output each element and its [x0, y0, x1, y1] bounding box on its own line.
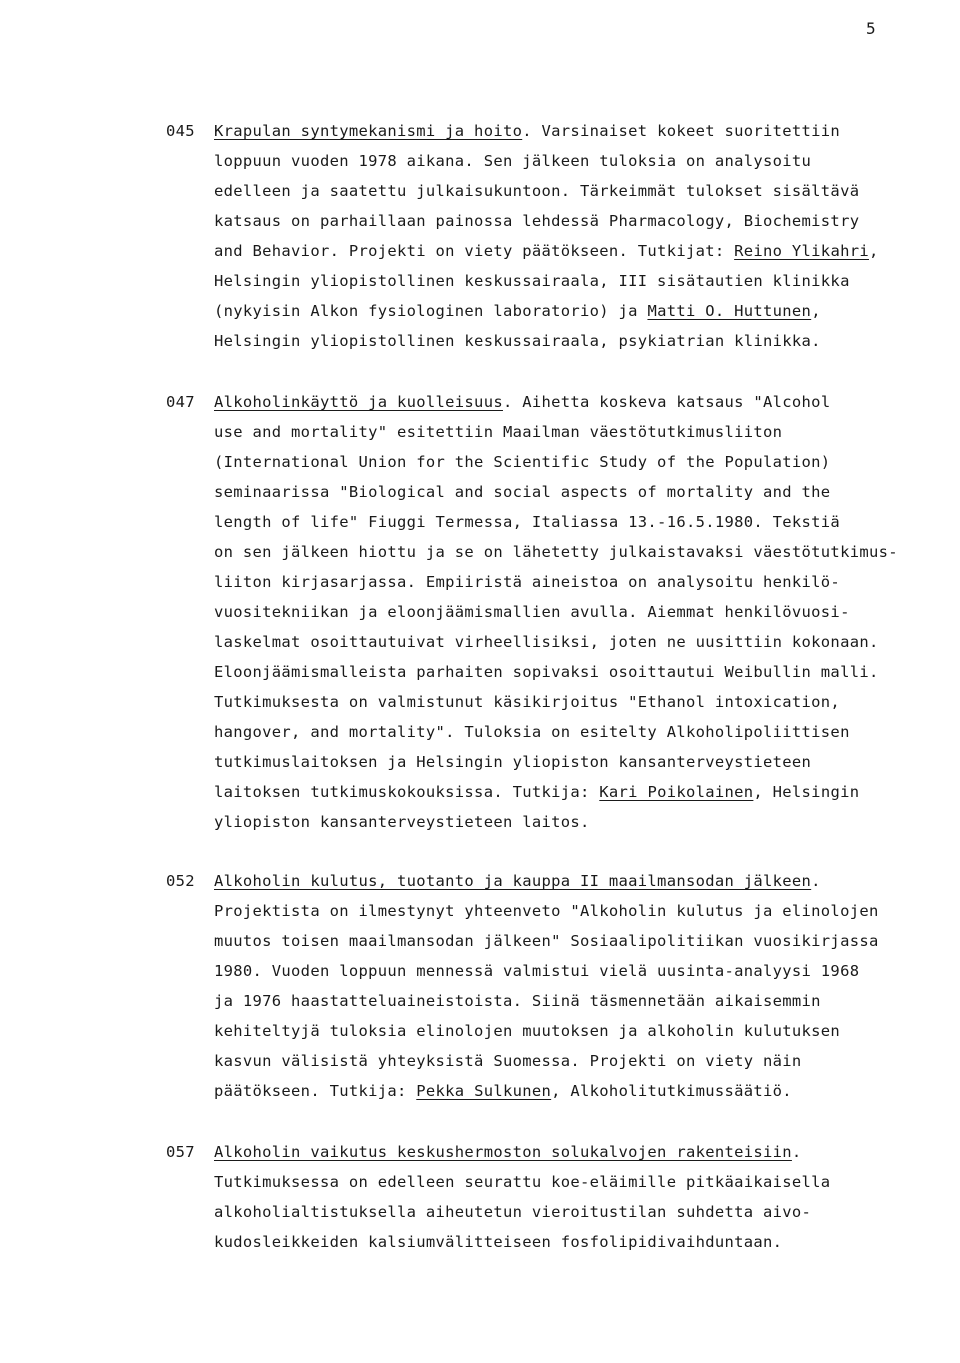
text-line — [214, 866, 934, 896]
text-run: edelleen ja saatettu julkaisukuntoon. Tärkeimmät tulokset sisältävä — [214, 182, 860, 200]
text-run: length of life" Fiuggi Termessa, Italiassa 13.-16.5.1980. Tekstiä — [214, 513, 841, 531]
text-line — [214, 896, 934, 926]
text-line — [214, 507, 934, 537]
text-line — [214, 387, 934, 417]
text-run: on sen jälkeen hiottu ja se on lähetetty julkaistavaksi väestötutkimus- — [214, 543, 898, 561]
underlined-text: Reino Ylikahri — [734, 242, 869, 260]
text-run: Helsingin yliopistollinen keskussairaala, III sisätautien klinikka — [214, 272, 850, 290]
entry-body — [214, 116, 934, 356]
text-line — [214, 477, 934, 507]
text-line — [214, 417, 934, 447]
underlined-text: Alkoholinkäyttö ja kuolleisuus — [214, 393, 503, 411]
text-run: Tutkimuksesta on valmistunut käsikirjoitus "Ethanol intoxication, — [214, 693, 841, 711]
underlined-text: Kari Poikolainen — [599, 783, 754, 801]
entry-body — [214, 866, 934, 1106]
text-run: . — [791, 1143, 802, 1161]
text-run: alkoholialtistuksella aiheutetun vieroitustilan suhdetta aivo- — [214, 1203, 812, 1221]
text-line — [214, 266, 934, 296]
page-number: 5 — [866, 19, 876, 38]
text-line — [214, 687, 934, 717]
text-run: liiton kirjasarjassa. Empiiristä aineistoa on analysoitu henkilö- — [214, 573, 841, 591]
underlined-text: Pekka Sulkunen — [416, 1082, 552, 1100]
text-run: Tutkimuksessa on edelleen seurattu koe-eläimille pitkäaikaisella — [214, 1173, 831, 1191]
text-run: . Aihetta koskeva katsaus "Alcohol — [502, 393, 831, 411]
text-line — [214, 597, 934, 627]
text-run: (nykyisin Alkon fysiologinen laboratorio) ja — [214, 302, 648, 320]
text-line — [214, 1046, 934, 1076]
text-line — [214, 1076, 934, 1106]
text-run: seminaarissa "Biological and social aspects of mortality and the — [214, 483, 831, 501]
text-run: katsaus on parhaillaan painossa lehdessä Pharmacology, Biochemistry — [214, 212, 860, 230]
text-run: Eloonjäämismalleista parhaiten sopivaksi osoittautui Weibullin malli. — [214, 663, 879, 681]
text-run: Projektista on ilmestynyt yhteenveto "Alkoholin kulutus ja elinolojen — [214, 902, 879, 920]
text-line — [214, 1197, 934, 1227]
text-line — [214, 236, 934, 266]
text-line — [214, 1227, 934, 1257]
entry-code: 047 — [166, 393, 195, 411]
text-run: päätökseen. Tutkija: — [214, 1082, 417, 1100]
text-run: Helsingin yliopistollinen keskussairaala, psykiatrian klinikka. — [214, 332, 821, 350]
text-run: , Helsingin — [753, 783, 860, 801]
underlined-text: Alkoholin kulutus, tuotanto ja kauppa II maailmansodan jälkeen — [214, 872, 812, 890]
entry-body — [214, 1137, 934, 1257]
text-run: yliopiston kansanterveystieteen laitos. — [214, 813, 590, 831]
text-run: (International Union for the Scientific Study of the Population) — [214, 453, 831, 471]
text-run: , — [811, 302, 821, 320]
text-run: laitoksen tutkimuskokouksissa. Tutkija: — [214, 783, 600, 801]
text-run: . Varsinaiset kokeet suoritettiin — [522, 122, 841, 140]
entry-code: 052 — [166, 872, 195, 890]
entry-code: 057 — [166, 1143, 195, 1161]
text-line — [214, 146, 934, 176]
text-line — [214, 627, 934, 657]
text-line — [214, 777, 934, 807]
text-run: hangover, and mortality". Tuloksia on esitelty Alkoholipoliittisen — [214, 723, 850, 741]
text-run: . — [811, 872, 821, 890]
text-line — [214, 447, 934, 477]
text-line — [214, 176, 934, 206]
text-run: use and mortality" esitettiin Maailman väestötutkimusliiton — [214, 423, 783, 441]
text-line — [214, 717, 934, 747]
underlined-text: Krapulan syntymekanismi ja hoito — [214, 122, 523, 140]
text-line — [214, 1167, 934, 1197]
underlined-text: Matti O. Huttunen — [647, 302, 812, 320]
entry-body — [214, 387, 934, 837]
text-line — [214, 296, 934, 326]
text-run: , Alkoholitutkimussäätiö. — [551, 1082, 792, 1100]
underlined-text: Alkoholin vaikutus keskushermoston solukalvojen rakenteisiin — [214, 1143, 792, 1161]
text-line — [214, 537, 934, 567]
text-run: vuositekniikan ja eloonjäämismallien avulla. Aiemmat henkilövuosi- — [214, 603, 850, 621]
text-run: kasvun välisistä yhteyksistä Suomessa. Projekti on viety näin — [214, 1052, 802, 1070]
text-run: kudosleikkeiden kalsiumvälitteiseen fosfolipidivaihduntaan. — [214, 1233, 783, 1251]
text-line — [214, 986, 934, 1016]
text-run: kehiteltyjä tuloksia elinolojen muutoksen ja alkoholin kulutuksen — [214, 1022, 841, 1040]
text-run: , — [868, 242, 879, 260]
text-line — [214, 657, 934, 687]
text-line — [214, 926, 934, 956]
text-run: loppuun vuoden 1978 aikana. Sen jälkeen tuloksia on analysoitu — [214, 152, 812, 170]
text-line — [214, 326, 934, 356]
text-run: tutkimuslaitoksen ja Helsingin yliopiston kansanterveystieteen — [214, 753, 812, 771]
text-line — [214, 206, 934, 236]
text-run: 1980. Vuoden loppuun mennessä valmistui vielä uusinta-analyysi 1968 — [214, 962, 860, 980]
text-line — [214, 807, 934, 837]
text-run: laskelmat osoittautuivat virheellisiksi, joten ne uusittiin kokonaan. — [214, 633, 879, 651]
text-run: ja 1976 haastatteluaineistoista. Siinä täsmennetään aikaisemmin — [214, 992, 821, 1010]
text-line — [214, 1016, 934, 1046]
text-run: and Behavior. Projekti on viety päätökseen. Tutkijat: — [214, 242, 735, 260]
text-run: muutos toisen maailmansodan jälkeen" Sosiaalipolitiikan vuosikirjassa — [214, 932, 879, 950]
entry-code: 045 — [166, 122, 195, 140]
text-line — [214, 116, 934, 146]
text-line — [214, 1137, 934, 1167]
text-line — [214, 747, 934, 777]
text-line — [214, 567, 934, 597]
text-line — [214, 956, 934, 986]
